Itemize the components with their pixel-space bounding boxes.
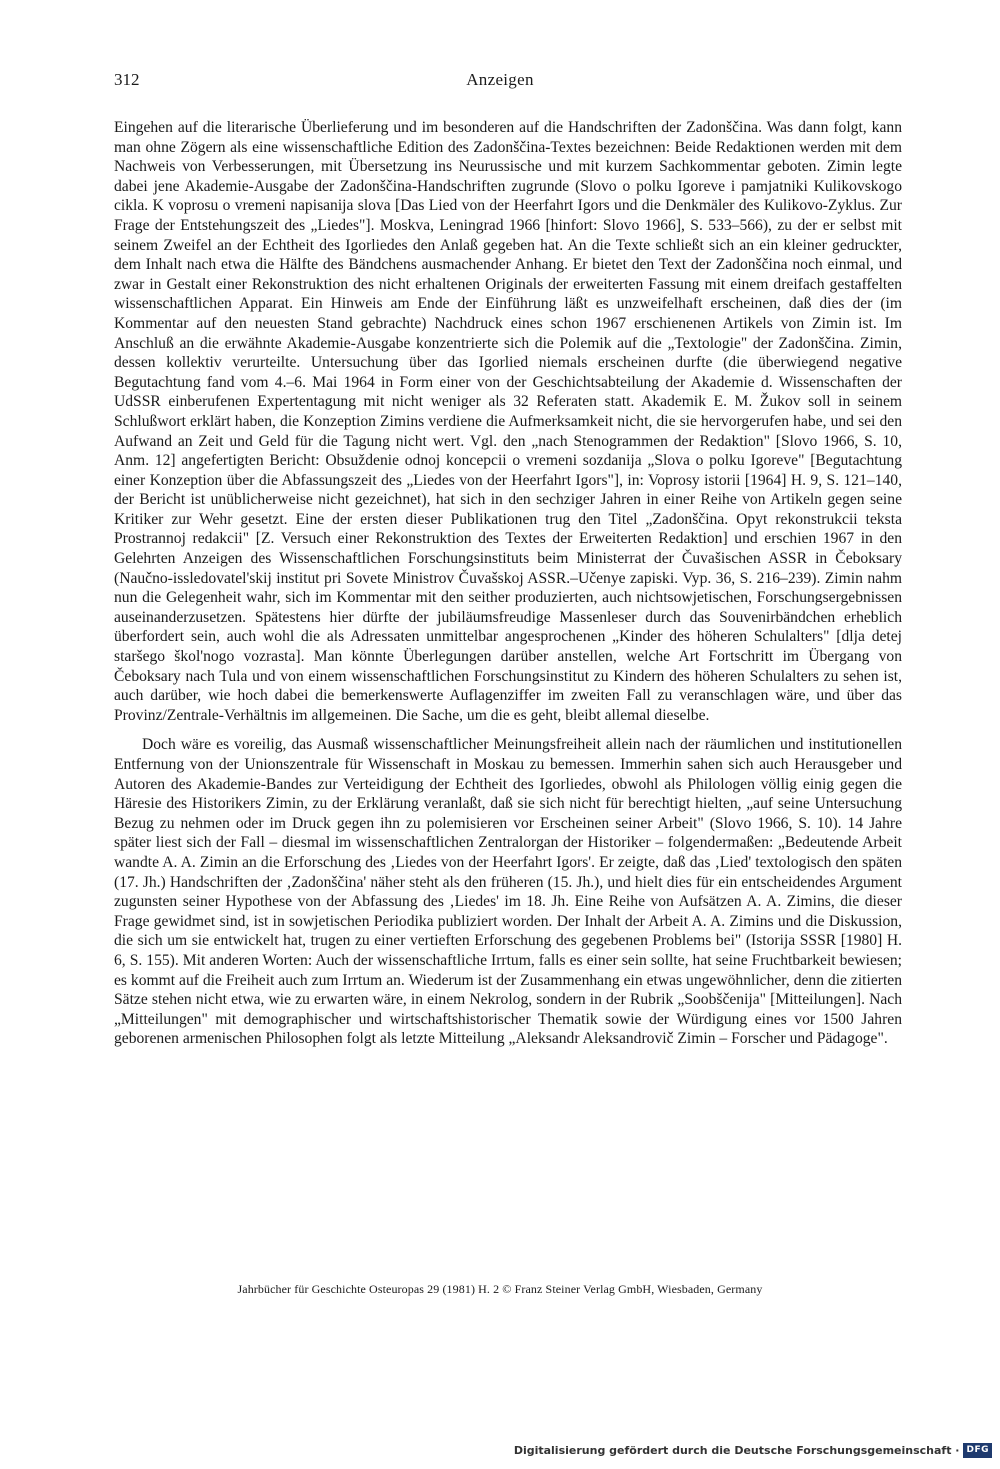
funding-banner bbox=[514, 1443, 992, 1458]
page-number: 312 bbox=[114, 70, 140, 89]
article-body bbox=[114, 118, 902, 1049]
dfg-logo-icon: DFG bbox=[963, 1443, 992, 1458]
running-head: Anzeigen bbox=[466, 70, 534, 89]
paragraph: Doch wäre es voreilig, das Ausmaß wissenschaftlicher Meinungsfreiheit allein nach der räumlichen und institutionellen Entfernung von der Unionszentrale für Wissenschaft in Moskau zu bemessen. Immerhin sahen sich auch Herausgeber und Autoren des Akademie-Bandes zur Verteidigung der Echtheit des Igorliedes, obwohl als Philologen völlig einig gegen die Häresie des Historikers Zimin, zu der Erklärung veranlaßt, daß sie sich nicht für berechtigt hielten, „auf seine Untersuchung Bezug zu nehmen oder im Druck gegen ihn zu polemisieren vor Erscheinen seiner Arbeit" (Slovo 1966, S. 10). 14 Jahre später liest sich der Fall – diesmal im wissenschaftlichen Zentralorgan der Historiker – folgendermaßen: „Bedeutende Arbeit wandte A. A. Zimin an die Erforschung des ‚Liedes von der Heerfahrt Igors'. Er zeigte, daß das ‚Lied' textologisch den späten (17. Jh.) Handschriften der ‚Zadonščina' näher steht als den früheren (15. Jh.), und hielt dies für ein entscheidendes Argument zugunsten seiner Hypothese von der Abfassung des ‚Liedes' im 18. Jh. Eine Reihe von Aufsätzen A. A. Zimins, die dieser Frage gewidmet sind, ist in sowjetischen Periodika publiziert worden. Der Inhalt der Arbeit A. A. Zimins und die Diskussion, die sich um sie entwickelt hat, trugen zu einer vertieften Erforschung des gegebenen Problems bei" (Istorija SSSR [1980] H. 6, S. 155). Mit anderen Worten: Auch der wissenschaftliche Irrtum, falls es einer sein sollte, hat seine Fruchtbarkeit bewiesen; es kommt auf die Freiheit auch zum Irrtum an. Wiederum ist der Zusammenhang ein etwas ungewöhnlicher, denn die zitierten Sätze stehen nicht etwa, wie zu erwarten wäre, in einem Nekrolog, sondern in der Rubrik „Soobščenija" [Mitteilungen]. Nach „Mitteilungen" mit demographischer und wirtschaftshistorischer Thematik sowie der Würdigung eines vor 1500 Jahren geborenen armenischen Philosophen folgt als letzte Mitteilung „Aleksandr Aleksandrovič Zimin – Forscher und Pädagoge". bbox=[114, 736, 902, 1048]
journal-citation: Jahrbücher für Geschichte Osteuropas 29 (1981) H. 2 © Franz Steiner Verlag GmbH, Wiesbaden, Germany bbox=[237, 1282, 763, 1296]
funding-note: Digitalisierung gefördert durch die Deutsche Forschungsgemeinschaft · bbox=[513, 1444, 960, 1457]
paragraph: Eingehen auf die literarische Überlieferung und im besonderen auf die Handschriften der Zadonščina. Was dann folgt, kann man ohne Zögern als eine wissenschaftliche Edition des Zadonščina-Textes bezeichnen: Beide Redaktionen werden mit dem Nachweis von Verbesserungen, mit Übersetzung ins Neurussische und mit kurzem Sachkommentar geboten. Zimin legte dabei jene Akademie-Ausgabe der Zadonščina-Handschriften zugrunde (Slovo o polku Igoreve i pamjatniki Kulikovskogo cikla. K voprosu o vremeni napisanija slova [Das Lied von der Heerfahrt Igors und die Denkmäler des Kulikovo-Zyklus. Zur Frage der Entstehungszeit des „Liedes"]. Moskva, Leningrad 1966 [hinfort: Slovo 1966], S. 533–566), zu der er selbst mit seinem Zweifel an der Echtheit des Igorliedes den Anlaß gegeben hat. An die Texte schließt sich an ein kleiner gedruckter, dem Inhalt nach etwa die Hälfte des Bändchens ausmachender Anhang. Er bietet den Text der Zadonščina noch einmal, und zwar in Gestalt einer Rekonstruktion des nicht erhaltenen Originals der erweiterten Fassung mit einem dreifach gestaffelten wissenschaftlichen Apparat. Ein Hinweis am Ende der Einführung läßt es unzweifelhaft erscheinen, daß dies der (im Kommentar auf den neuesten Stand gebrachte) Nachdruck eines schon 1967 erschienenen Artikels von Zimin ist. Im Anschluß an die erwähnte Akademie-Ausgabe konzentrierte sich die Polemik auf die „Textologie" der Zadonščina. Zimin, dessen kollektiv verurteilte. Untersuchung über das Igorlied niemals erscheinen durfte (die überwiegend negative Begutachtung fand vom 4.–6. Mai 1964 in Form einer von der Geschichtsabteilung der Akademie d. Wissenschaften der UdSSR einberufenen Expertentagung mit nicht weniger als 32 Referaten statt. Akademik E. M. Žukov soll in seinem Schlußwort erklärt haben, die Konzeption Zimins verdiene die Aufmerksamkeit nicht, die sie hervorgerufen habe, und sei den Aufwand an Zeit und Geld für die Tagung nicht wert. Vgl. den „nach Stenogrammen der Redaktion" [Slovo 1966, S. 10, Anm. 12] angefertigten Bericht: Obsuždenie odnoj koncepcii o vremeni sozdanija „Slova o polku Igoreve" [Begutachtung einer Konzeption über die Abfassungszeit des „Liedes von der Heerfahrt Igors"], in: Voprosy istorii [1964] H. 9, S. 121–140, der Bericht ist unüblicherweise nicht gezeichnet), hat sich in den sechziger Jahren in einer Reihe von Artikeln gegen seine Kritiker zur Wehr gesetzt. Eine der ersten dieser Publikationen trug den Titel „Zadonščina. Opyt rekonstrukcii teksta Prostrannoj redakcii" [Z. Versuch einer Rekonstruktion des Textes der Erweiterten Redaktion] und erschien 1967 in den Gelehrten Anzeigen des Wissenschaftlichen Forschungsinstituts beim Ministerrat der Čuvašischen ASSR in Čeboksary (Naučno-issledovatel'skij institut pri Sovete Ministrov Čuvašskoj ASSR.–Učenye zapiski. Vyp. 36, S. 216–239). Zimin nahm nun die Gelegenheit wahr, sich im Kommentar mit den seither produzierten, auch nichtsowjetischen, Forschungsergebnissen auseinanderzusetzen. Spätestens hier dürfte der jubiläumsfreudige Massenleser durch das Souvenirbändchen erheblich überfordert sein, auch wohl die als Adressaten unmittelbar angesprochenen „Kinder des höheren Schulalters" [dlja detej staršego škol'nogo vozrasta]. Man könnte Überlegungen darüber anstellen, welche Art Fortschritt im Übergang von Čeboksary nach Tula und von einem wissenschaftlichen Forschungsinstitut zu Kindern des höheren Schulalters zu sehen ist, auch darüber, wie hoch dabei die bemerkenswerte Auflagenziffer im zweiten Fall zu veranschlagen wäre, und über das Provinz/Zentrale-Verhältnis im allgemeinen. Die Sache, um die es geht, bleibt allemal dieselbe. bbox=[114, 119, 902, 724]
